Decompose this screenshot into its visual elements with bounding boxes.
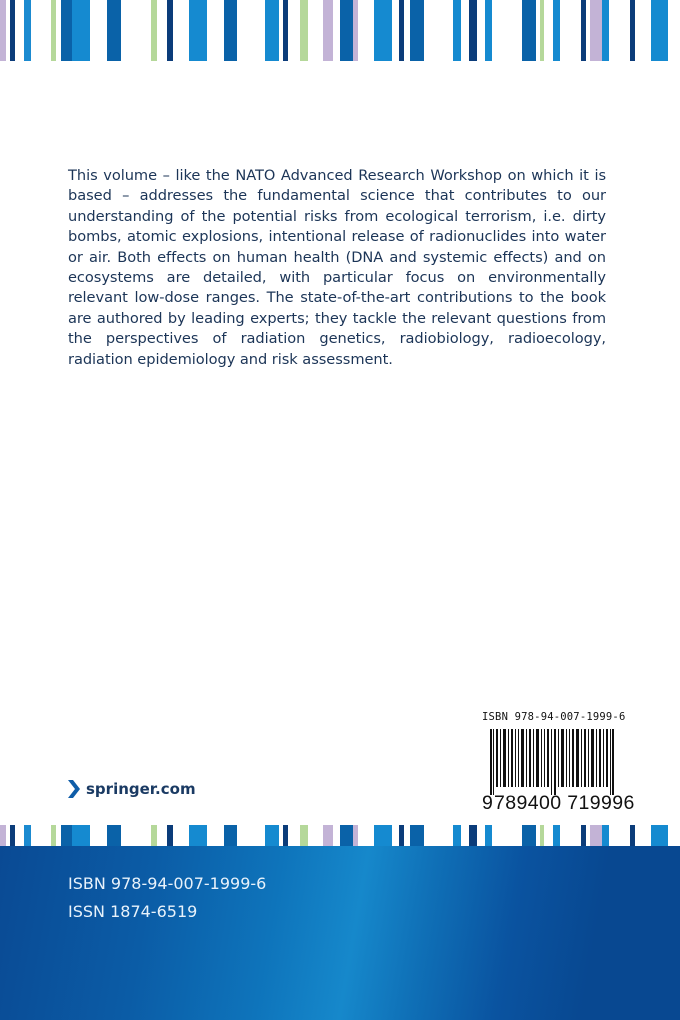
stripe [24,825,31,846]
stripe [374,825,392,846]
barcode-bar [500,729,501,787]
stripe [469,825,477,846]
stripe [151,0,157,61]
stripe [630,825,635,846]
stripe [581,0,586,61]
stripe [61,0,72,61]
barcode-bar [547,729,549,787]
barcode-bar [581,729,582,787]
stripe [189,0,207,61]
stripe [224,0,237,61]
barcode-bar [496,729,498,787]
stripe [410,0,424,61]
stripe [51,0,56,61]
stripe [10,0,15,61]
stripe [553,0,560,61]
panel-isbn: ISBN 978-94-007-1999-6 [68,874,267,893]
stripe [265,825,279,846]
stripe [340,825,353,846]
stripe [374,0,392,61]
stripe [453,825,461,846]
barcode-bar [511,729,513,787]
barcode-bar [572,729,574,787]
stripe [651,825,668,846]
stripe [10,825,15,846]
barcode-bar [536,729,539,787]
top-stripe-band [0,0,680,61]
barcode-number: 789400 719996 [494,792,635,814]
barcode-bar [518,729,519,787]
stripe [399,0,404,61]
stripe [540,0,544,61]
barcode-bar [599,729,601,787]
stripe [581,825,586,846]
stripe [399,825,404,846]
stripe [353,0,358,61]
stripe [353,825,358,846]
barcode-bar [544,729,545,787]
barcode-bar [588,729,589,787]
stripe [167,825,173,846]
barcode-bar [503,729,506,787]
stripe [540,825,544,846]
stripe [323,0,333,61]
stripe [410,825,424,846]
stripe [61,825,72,846]
stripe [522,0,536,61]
springer-url: springer.com [86,780,196,798]
barcode-bar [508,729,509,787]
barcode-bar [561,729,564,787]
stripe [453,0,461,61]
stripe [167,0,173,61]
stripe [485,825,492,846]
stripe [590,0,602,61]
stripe [300,825,308,846]
barcode-lead-digit: 9 [482,792,494,814]
panel-issn: ISSN 1874-6519 [68,902,198,921]
stripe [323,825,333,846]
stripe [553,825,560,846]
barcode-bar [591,729,594,787]
stripe [485,0,492,61]
barcode-bars [490,729,614,787]
barcode-bar [569,729,570,787]
barcode-bar [541,729,542,787]
barcode-bar [603,729,604,787]
barcode-bar [551,729,552,795]
chevron-right-icon [68,780,80,798]
back-cover-blurb: This volume – like the NATO Advanced Research Workshop on which it is based – addresses the fundamental science that contributes to our understanding of the potential risks from ecological terrorism, i.e. dirty bombs, atomic explosions, intentional release of radionuclides into water or air. Both effects on human health (DNA and systemic effects) and on ecosystems are detailed, with particular focus on environmentally relevant low-dose ranges. The state-of-the-art contributions to the book are authored by leading experts; they tackle the relevant questions from the perspectives of radiation genetics, radiobiology, radioecology, radiation epidemiology and risk assessment. [68,167,606,368]
stripe [224,825,237,846]
stripe [590,825,602,846]
barcode-digits [482,792,635,815]
stripe [283,0,288,61]
isbn-barcode [482,711,635,814]
barcode-bar [526,729,527,787]
bottom-blue-panel [0,846,680,1020]
stripe [469,0,477,61]
stripe [630,0,635,61]
barcode-bar [596,729,597,787]
barcode-isbn-label: ISBN 978-94-007-1999-6 [482,711,626,723]
stripe [107,825,121,846]
barcode-bar [490,729,492,795]
barcode-bar [521,729,524,787]
barcode-bar [566,729,567,787]
stripe [300,0,308,61]
stripe [265,0,279,61]
stripe [72,825,90,846]
springer-link[interactable] [68,780,196,798]
barcode-bar [576,729,579,787]
stripe [189,825,207,846]
stripe [340,0,353,61]
barcode-bar [533,729,534,787]
barcode-bar [558,729,559,787]
stripe [72,0,90,61]
stripe [602,0,609,61]
stripe [602,825,609,846]
stripe [0,825,6,846]
barcode-bar [612,729,614,795]
barcode-bar [610,729,611,795]
stripe [107,0,121,61]
barcode-bar [606,729,608,787]
stripe [24,0,31,61]
bottom-stripe-band [0,825,680,846]
barcode-bar [515,729,516,787]
stripe [651,0,668,61]
stripe [51,825,56,846]
stripe [283,825,288,846]
stripe [522,825,536,846]
stripe [0,0,6,61]
barcode-bar [554,729,556,795]
barcode-bar [493,729,494,795]
stripe [151,825,157,846]
barcode-bar [529,729,531,787]
barcode-bar [584,729,586,787]
